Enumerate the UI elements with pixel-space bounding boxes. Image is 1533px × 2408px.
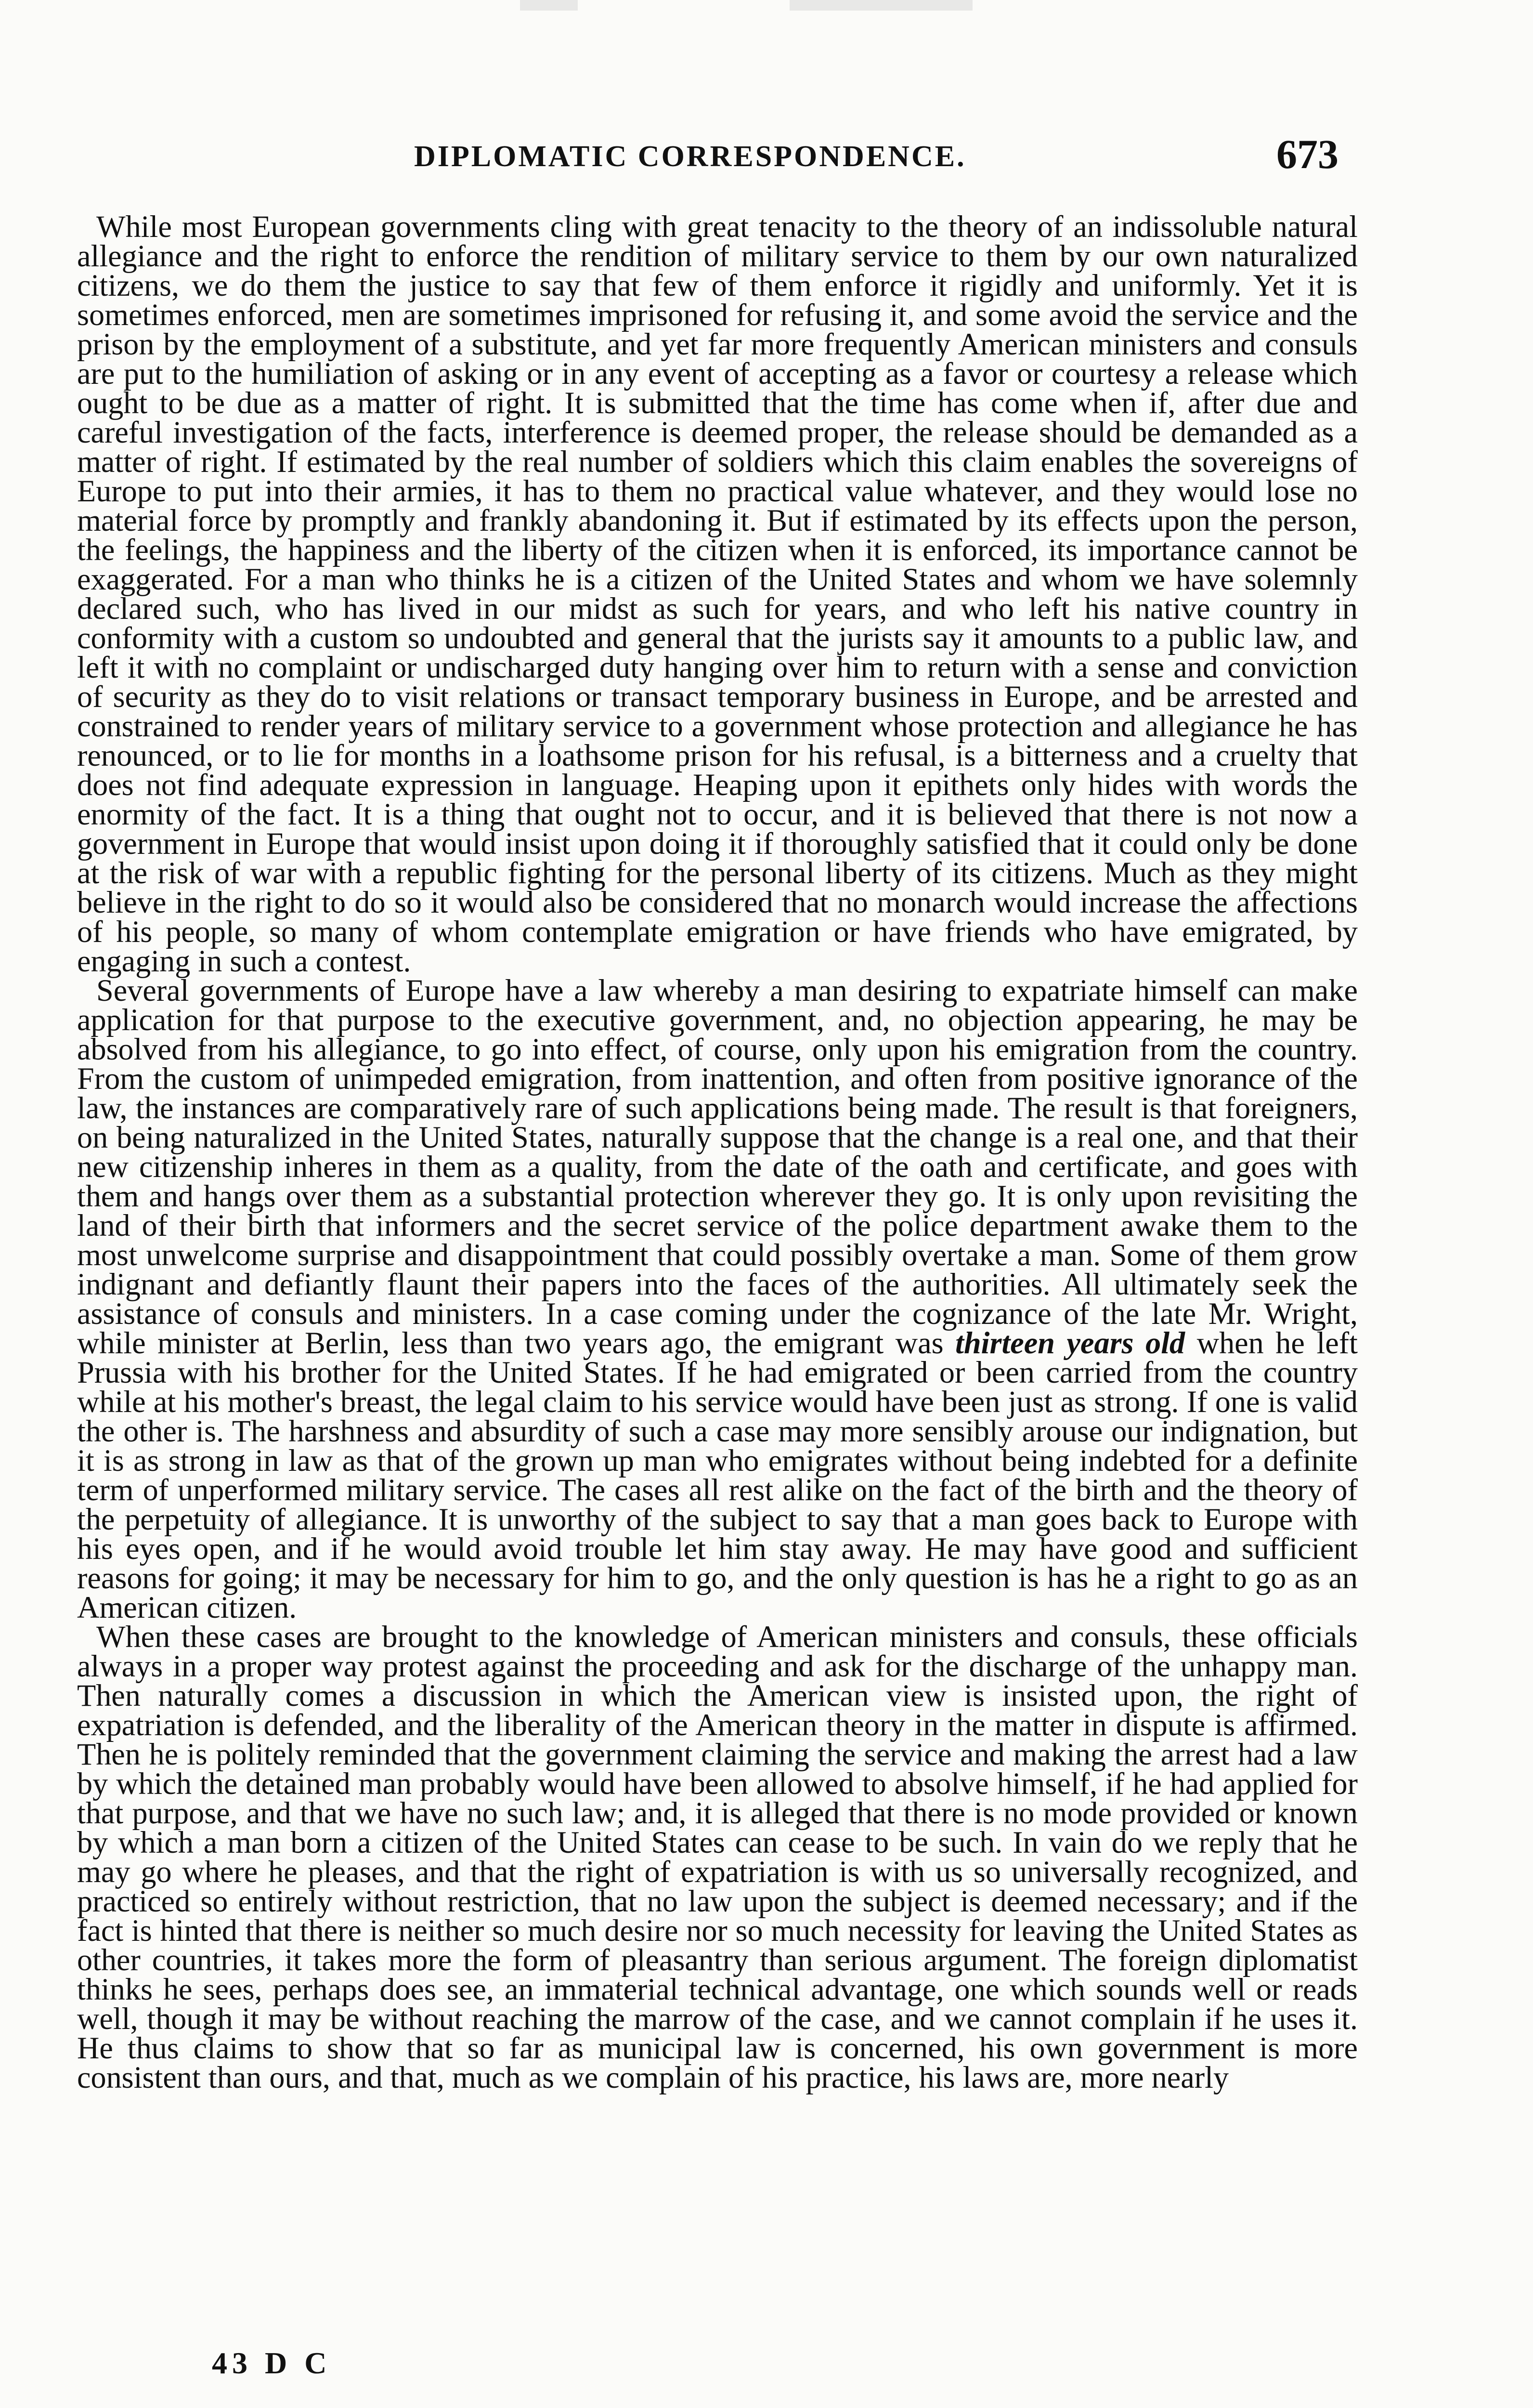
body-text [77,209,1358,2094]
paragraph [77,209,1358,978]
paragraph-text: Several governments of Europe have a law whereby a man desiring to expatriate himself can make application for that purpose to the executive government, and, no objection appearing, he may be absolved from his allegiance, to go into effect, of course, only upon his emigration from the country. From the custom of unimpeded emigration, from inattention, and often from positive ignorance of the law, the instances are comparatively rare of such applications being made. The result is that foreigners, on being naturalized in the United States, naturally suppose that the change is a real one, and that their new citizenship inheres in them as a quality, from the date of the oath and certificate, and goes with them and hangs over them as a substantial protection wherever they go. It is only upon revisiting the land of their birth that informers and the secret service of the police department awake them to the most unwelcome surprise and disappointment that could possibly overtake a man. Some of them grow indignant and defiantly flaunt their papers into the faces of the authorities. All ultimately seek the assistance of consuls and ministers. In a case coming under the cognizance of the late Mr. Wright, while minister at Berlin, less than two years ago, the emigrant was [77,973,1358,1360]
running-title: DIPLOMATIC CORRESPONDENCE. [414,140,966,173]
signature-mark: 43 D C [212,2346,332,2380]
page-number: 673 [1276,131,1338,177]
page-header [96,130,1338,188]
paragraph-text: While most European governments cling with great tenacity to the theory of an indissoluble natural allegiance and the right to enforce the rendition of military service to them by our own naturalized citizens, we do them the justice to say that few of them enforce it rigidly and uniformly. Yet it is sometimes enforced, men are sometimes imprisoned for refusing it, and some avoid the service and the prison by the employment of a substitute, and yet far more frequently American ministers and consuls are put to the humiliation of asking or in any event of accepting as a favor or courtesy a release which ought to be due as a matter of right. It is submitted that the time has come when if, after due and careful investigation of the facts, interference is deemed proper, the release should be demanded as a matter of right. If estimated by the real number of soldiers which this claim enables the sovereigns of Europe to put into their armies, it has to them no practical value whatever, and they would lose no material force by promptly and frankly abandoning it. But if estimated by its effects upon the person, the feelings, the happiness and the liberty of the citizen when it is enforced, its importance cannot be exaggerated. For a man who thinks he is a citizen of the United States and whom we have solemnly declared such, who has lived in our midst as such for years, and who left his native country in conformity with a custom so undoubted and general that the jurists say it amounts to a public law, and left it with no complaint or undischarged duty hanging over him to return with a sense and conviction of security as they do to visit relations or transact temporary business in Europe, and be arrested and constrained to render years of military service to a government whose protection and allegiance he has renounced, or to lie for months in a loathsome prison for his refusal, is a bitterness and a cruelty that does not find adequate expression in language. Heaping upon it epithets only hides with words the enormity of the fact. It is a thing that ought not to occur, and it is believed that there is not now a government in Europe that would insist upon doing it if thoroughly satisfied that it could only be done at the risk of war with a republic fighting for the personal liberty of its citizens. Much as they might believe in the right to do so it would also be considered that no monarch would increase the affections of his people, so many of whom contemplate emigration or have friends who have emigrated, by engaging in such a contest. [77,209,1358,978]
scan-edge-mark [520,0,578,11]
paragraph-text: When these cases are brought to the knowledge of American ministers and consuls, these officials always in a proper way protest against the proceeding and ask for the discharge of the unhappy man. Then naturally comes a discussion in which the American view is insisted upon, the right of expatriation is defended, and the liberality of the American theory in the matter in dispute is affirmed. Then he is politely reminded that the government claiming the service and making the arrest had a law by which the detained man probably would have been allowed to absolve himself, if he had applied for that purpose, and that we have no such law; and, it is alleged that there is no mode provided or known by which a man born a citizen of the United States can cease to be such. In vain do we reply that he may go where he pleases, and that the right of expatriation is with us so universally recognized, and practiced so entirely without restriction, that no law upon the subject is deemed necessary; and if the fact is hinted that there is neither so much desire nor so much necessity for leaving the United States as other countries, it takes more the form of pleasantry than serious argument. The foreign diplomatist thinks he sees, perhaps does see, an immaterial technical advantage, one which sounds well or reads well, though it may be without reaching the marrow of the case, and we cannot complain if he uses it. He thus claims to show that so far as municipal law is concerned, his own government is more consistent than ours, and that, much as we complain of his practice, his laws are, more nearly [77,1620,1358,2094]
paragraph-text: when he left Prussia with his brother for the United States. If he had emigrated or been carried from the country while at his mother's breast, the legal claim to his service would have been just as strong. If one is valid the other is. The harshness and absurdity of such a case may more sensibly arouse our indignation, but it is as strong in law as that of the grown up man who emigrates without being indebted for a definite term of unperformed military service. The cases all rest alike on the fact of the birth and the theory of the perpetuity of allegiance. It is unworthy of the subject to say that a man goes back to Europe with his eyes open, and if he would avoid trouble let him stay away. He may have good and sufficient reasons for going; it may be necessary for him to go, and the only question is has he a right to go as an American citizen. [77,1326,1358,1624]
scan-edge-mark [790,0,973,11]
paragraph [77,973,1358,1624]
emphasized-text: thirteen years old [955,1326,1185,1360]
paragraph [77,1622,1358,2092]
